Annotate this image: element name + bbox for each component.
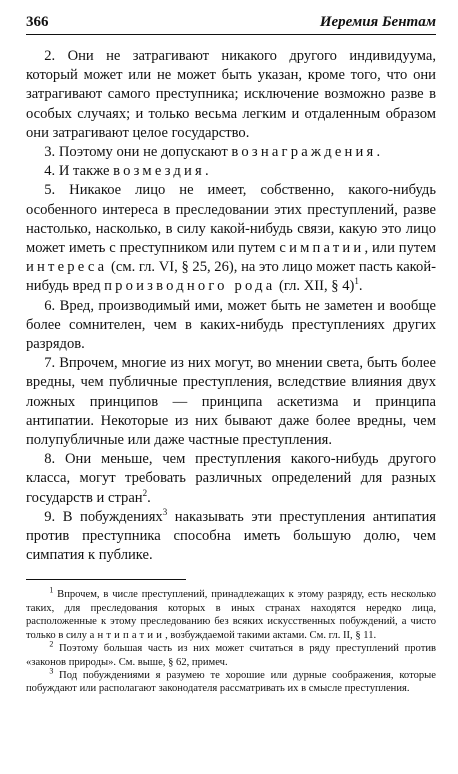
paragraph-4 (26, 162, 436, 181)
footnote-2 (26, 639, 436, 669)
footnote-text: Впрочем, в числе преступлений, принадлежащих к этому разряду, есть несколько таких, для преследования которых в иных странах находятся нередко лица, расположенные к этому преследованию без всяких искусственных побуждений, а чисто только в силу (26, 589, 436, 641)
paragraph-2 (26, 47, 436, 143)
paragraph-text: . (358, 278, 363, 295)
paragraph-text: . (147, 489, 151, 506)
paragraph-text: 5. Никакое лицо не имеет, собственно, какого-нибудь особенного интереса в преследовании этих преступлений, разве настолько, насколько, в силу какой-нибудь связи, какую это лицо может иметь с преступником или путем (26, 182, 436, 257)
footnote-3 (26, 666, 436, 696)
spaced-term: производного рода (104, 278, 276, 295)
paragraph-6 (26, 297, 436, 355)
paragraph-text: наказывать эти преступления антипатия против преступника способна иметь большую долю, чем симпатия к публике. (26, 508, 436, 564)
footnote-mark: 2 (49, 639, 54, 649)
body-text (26, 47, 436, 565)
paragraph-text: , или путем (364, 240, 436, 257)
paragraph-text: 9. В побуждениях (44, 508, 163, 525)
page-header (26, 14, 436, 34)
spaced-term: интереса (26, 259, 108, 276)
paragraph-3 (26, 143, 436, 162)
paragraph-8 (26, 450, 436, 508)
footnote-text: Под побуждениями я разумею те хорошие или дурные соображения, которые побуждают или располагают законодателя рассматривать их в смысле преступления. (26, 669, 436, 695)
paragraph-text: . (376, 144, 381, 161)
paragraph-9 (26, 508, 436, 566)
paragraph-text: 6. Вред, производимый ими, может быть не заметен и вообще более сомнителен, чем в каких-нибудь преступлениях других разрядов. (26, 297, 436, 353)
paragraph-text: 3. Поэтому они не допускают (44, 144, 232, 161)
paragraph-text: 2. Они не затрагивают никакого другого индивидуума, который может или не может быть указан, кроме того, что они затрагивают самого преступника; исключение возможно разве в особых случаях; и только весьма легким и отдаленным образом они затрагивают целое государство. (26, 48, 436, 141)
footnote-text: Поэтому большая часть из них может считаться в ряду преступлений против «законов природы». См. выше, § 62, примеч. (26, 643, 436, 668)
spaced-term: вознаграждения (231, 144, 377, 161)
page-number: 366 (26, 14, 49, 30)
running-title: Иеремия Бентам (319, 14, 436, 30)
spaced-term: возмездия (113, 163, 205, 180)
header-rule (26, 34, 436, 35)
paragraph-text: 7. Впрочем, многие из них могут, во мнении света, быть более вредны, чем публичные преступления, вследствие влияния двух ложных принципов — принципа аскетизма и принципа антипатии. Некоторые из них бывают даже более вредны, чем полупубличные или даже частные преступления. (26, 355, 436, 449)
footnote-ref[interactable]: 2 (142, 487, 148, 498)
spaced-term: симпатии (279, 240, 365, 257)
footnote-1 (26, 585, 436, 642)
spaced-term: антипатии (89, 629, 166, 641)
paragraph-text: 4. И также (44, 163, 114, 180)
footnote-ref[interactable]: 3 (162, 507, 168, 518)
paragraph-text: . (204, 163, 209, 180)
footnote-text: , возбуждаемой такими актами. См. гл. II, § 11. (165, 629, 377, 641)
paragraph-text: (см. гл. VI, § 25, 26), на это лицо может пасть какой-нибудь вред (26, 259, 436, 295)
paragraph-7 (26, 354, 436, 450)
footnote-separator (26, 579, 186, 580)
footnote-mark: 1 (49, 585, 54, 595)
paragraph-5 (26, 181, 436, 296)
footnote-ref[interactable]: 1 (354, 276, 359, 287)
footnotes (26, 585, 436, 695)
paragraph-text: 8. Они меньше, чем преступления какого-нибудь другого класса, могут требовать различных определений для разных государств и стран (26, 451, 436, 506)
paragraph-text: (гл. XII, § 4) (275, 278, 355, 295)
footnote-mark: 3 (49, 666, 54, 676)
